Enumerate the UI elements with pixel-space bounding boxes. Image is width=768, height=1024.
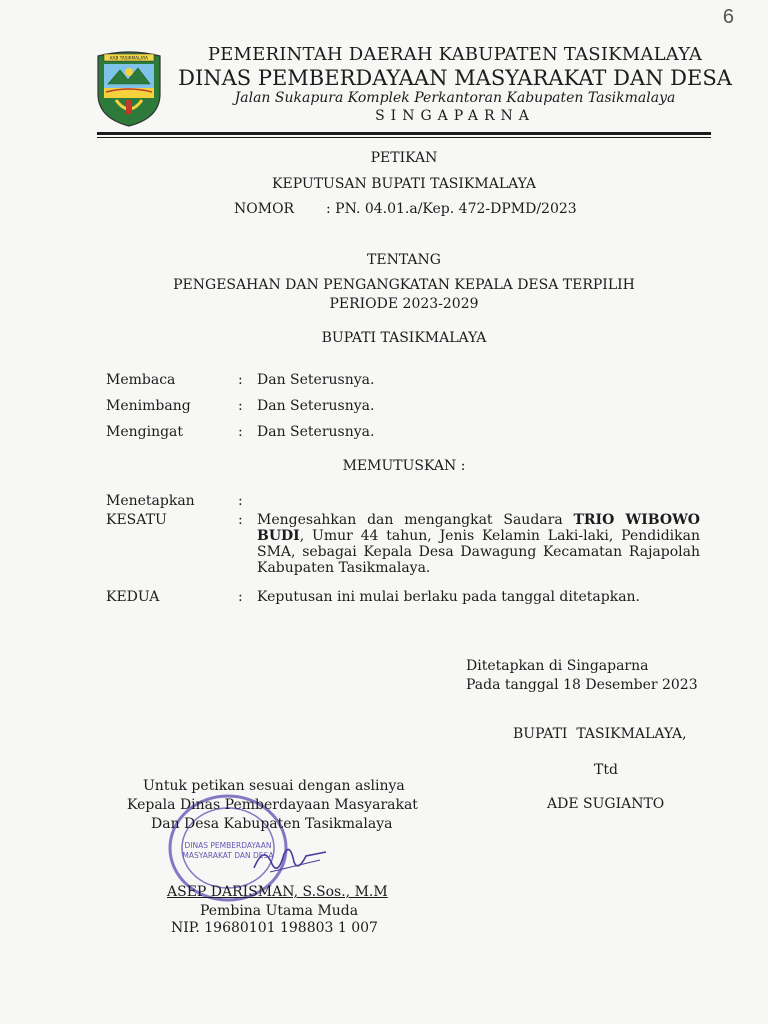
- enactment-title: BUPATI TASIKMALAYA,: [513, 726, 687, 742]
- menimbang-value: Dan Seterusnya.: [257, 398, 375, 414]
- stamp-inner-line2: MASYARAKAT DAN DESA: [182, 851, 274, 860]
- certifier-rank: Pembina Utama Muda: [200, 903, 359, 919]
- enactment-date: Pada tanggal 18 Desember 2023: [466, 677, 698, 693]
- enactment-place: Ditetapkan di Singaparna: [466, 658, 649, 674]
- certifier-name: ASEP DARISMAN, S.Sos., M.M: [167, 884, 388, 900]
- nomor-label: NOMOR: [234, 201, 295, 217]
- membaca-colon: :: [238, 372, 243, 388]
- heading-tentang: TENTANG: [367, 252, 441, 268]
- kedua-text: Keputusan ini mulai berlaku pada tanggal ditetapkan.: [257, 589, 641, 605]
- memutuskan-heading: MEMUTUSKAN :: [342, 458, 466, 474]
- letterhead-city: SINGAPARNA: [375, 108, 535, 124]
- page-number: 6: [722, 6, 734, 28]
- kesatu-label: KESATU: [106, 512, 167, 528]
- menimbang-label: Menimbang: [106, 398, 191, 414]
- kesatu-colon: :: [238, 512, 243, 528]
- membaca-label: Membaca: [106, 372, 176, 388]
- mengingat-label: Mengingat: [106, 424, 184, 440]
- mengingat-colon: :: [238, 424, 243, 440]
- heading-petikan: PETIKAN: [370, 150, 438, 166]
- letterhead-address: Jalan Sukapura Komplek Perkantoran Kabupaten Tasikmalaya: [234, 90, 676, 106]
- nomor-value: : PN. 04.01.a/Kep. 472-DPMD/2023: [326, 201, 577, 217]
- kedua-colon: :: [238, 589, 243, 605]
- certification-line3: Dan Desa Kabupaten Tasikmalaya: [151, 816, 393, 832]
- letterhead-rule-thick: [97, 132, 711, 135]
- membaca-value: Dan Seterusnya.: [257, 372, 375, 388]
- menimbang-colon: :: [238, 398, 243, 414]
- certifier-nip: NIP. 19680101 198803 1 007: [171, 920, 378, 936]
- certification-line2: Kepala Dinas Pemberdayaan Masyarakat: [127, 797, 418, 813]
- kesatu-text: Mengesahkan dan mengangkat Saudara TRIO WIBOWO BUDI, Umur 44 tahun, Jenis Kelamin Laki-laki, Pendidikan SMA, sebagai Kepala Desa Dawagung Kecamatan Rajapolah Kabupaten Tasikmalaya.: [257, 512, 700, 576]
- logo-text: KAB TASIKMALAYA: [109, 55, 149, 61]
- letterhead-government: PEMERINTAH DAERAH KABUPATEN TASIKMALAYA: [207, 44, 703, 65]
- stamp-inner-line1: DINAS PEMBERDAYAAN: [184, 841, 272, 850]
- heading-period: PERIODE 2023-2029: [329, 296, 479, 312]
- heading-bupati: BUPATI TASIKMALAYA: [321, 330, 487, 346]
- letterhead-rule-thin: [97, 137, 711, 138]
- mengingat-value: Dan Seterusnya.: [257, 424, 375, 440]
- certification-line1: Untuk petikan sesuai dengan aslinya: [143, 778, 405, 794]
- enactment-name: ADE SUGIANTO: [547, 796, 665, 812]
- letterhead-agency: DINAS PEMBERDAYAAN MASYARAKAT DAN DESA: [178, 66, 732, 90]
- appointee-name: TRIO WIBOWO BUDI: [257, 512, 700, 544]
- enactment-ttd: Ttd: [594, 762, 618, 778]
- menetapkan-label: Menetapkan: [106, 493, 195, 509]
- heading-keputusan: KEPUTUSAN BUPATI TASIKMALAYA: [272, 176, 536, 192]
- heading-subject: PENGESAHAN DAN PENGANGKATAN KEPALA DESA TERPILIH: [173, 277, 635, 293]
- kedua-label: KEDUA: [106, 589, 160, 605]
- signature-scribble-icon: [250, 838, 330, 878]
- menetapkan-colon: :: [238, 493, 243, 509]
- regency-logo-icon: [94, 48, 164, 128]
